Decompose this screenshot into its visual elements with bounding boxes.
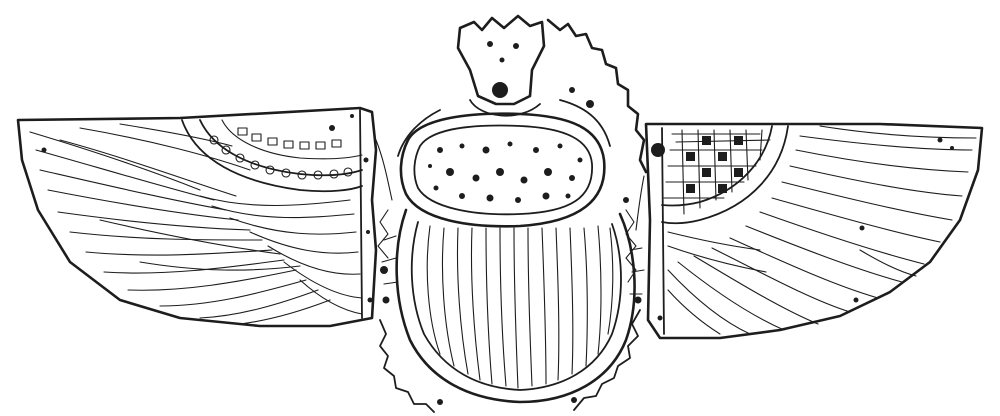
scarab-body — [376, 16, 646, 412]
right-wing — [646, 124, 982, 338]
left-wing — [18, 108, 376, 326]
